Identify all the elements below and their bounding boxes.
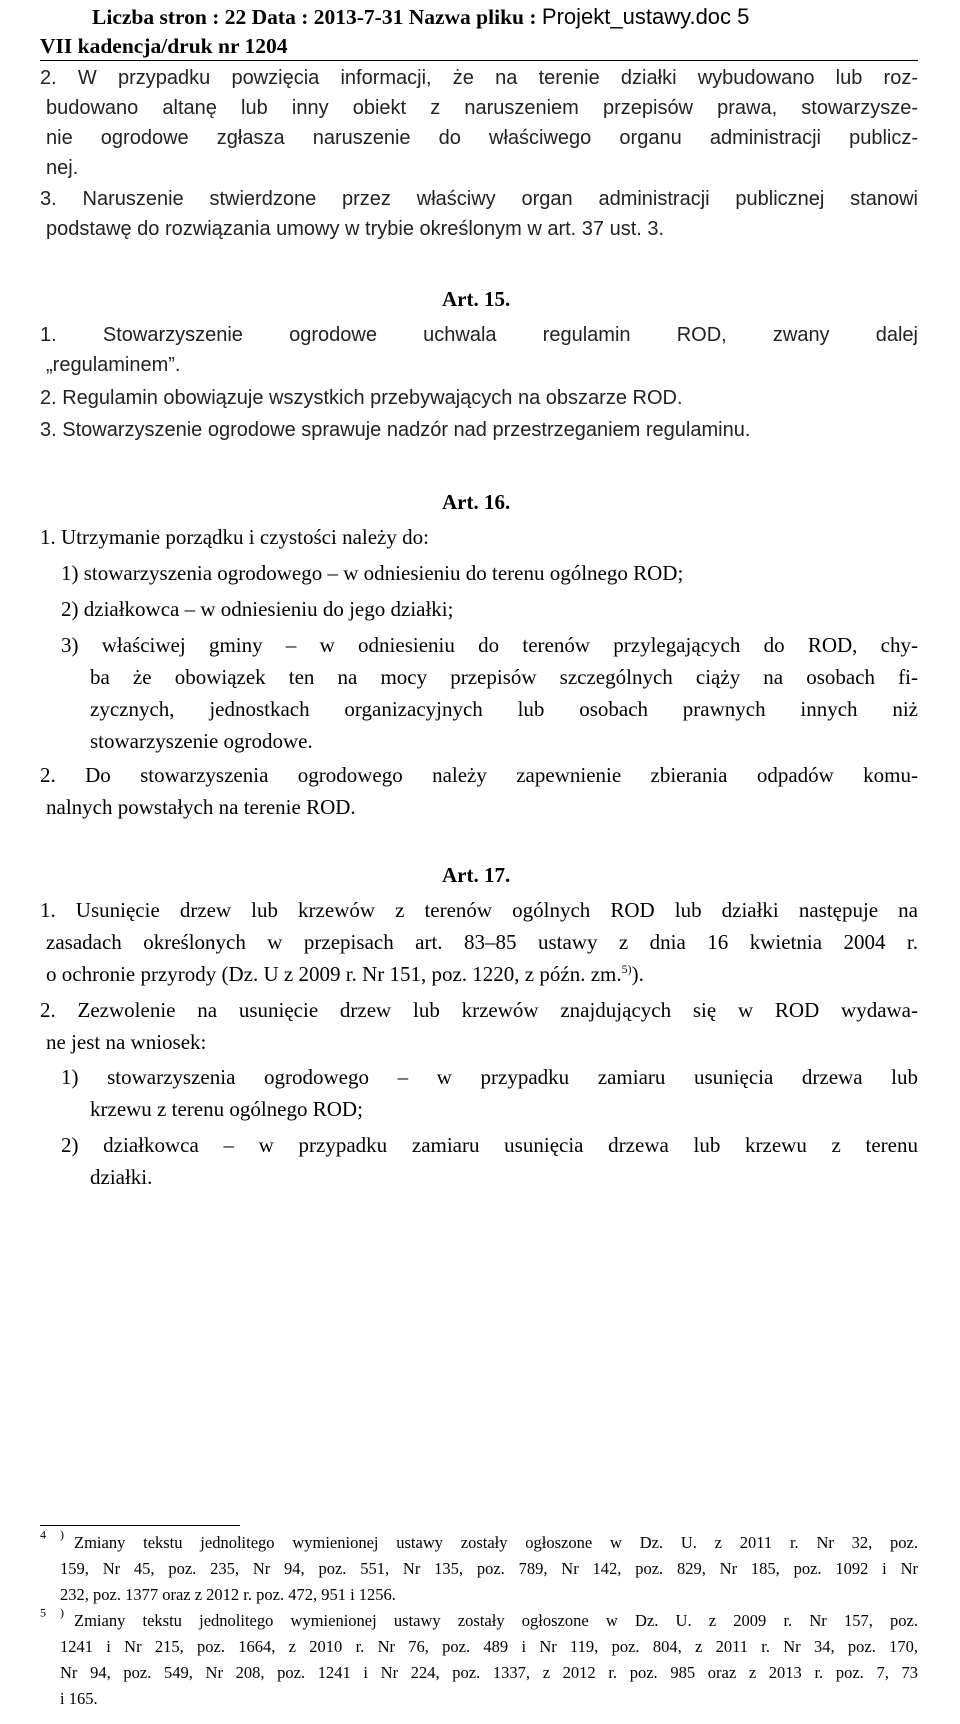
list-item-line: ba że obowiązek ten na mocy przepisów szczególnych ciąży na osobach fi-: [90, 665, 918, 689]
paragraph-line: 1. Usunięcie drzew lub krzewów z terenów ogólnych ROD lub działki następuje na: [40, 898, 918, 922]
document-metadata: [92, 4, 749, 30]
list-item-line: zycznych, jednostkach organizacyjnych lub osobach prawnych innych niż: [90, 697, 918, 721]
footnote-separator: [40, 1525, 240, 1526]
list-item-line: działki.: [90, 1165, 153, 1189]
list-item: 1) stowarzyszenia ogrodowego – w przypadku zamiaru usunięcia drzewa lub: [61, 1065, 918, 1089]
paragraph-line: budowano altanę lub inny obiekt z naruszeniem przepisów prawa, stowarzysze-: [46, 97, 918, 119]
footnote-number: 4: [40, 1527, 46, 1542]
article-heading: Art. 17.: [442, 863, 511, 887]
list-item: 2) działkowca – w odniesieniu do jego działki;: [61, 597, 454, 621]
footnote-reference: 5): [621, 962, 632, 976]
paragraph-line: podstawę do rozwiązania umowy w trybie określonym w art. 37 ust. 3.: [46, 218, 665, 240]
footnote-line: 232, poz. 1377 oraz z 2012 r. poz. 472, 951 i 1256.: [60, 1585, 396, 1604]
list-item: 2) działkowca – w przypadku zamiaru usunięcia drzewa lub krzewu z terenu: [61, 1133, 918, 1157]
footnote-line: Zmiany tekstu jednolitego wymienionej ustawy zostały ogłoszone w Dz. U. z 2011 r. Nr 32, poz.: [74, 1533, 918, 1552]
article-heading: Art. 15.: [442, 287, 511, 311]
paragraph-line: 2. Regulamin obowiązuje wszystkich przebywających na obszarze ROD.: [40, 387, 683, 409]
list-item: 1) stowarzyszenia ogrodowego – w odniesieniu do terenu ogólnego ROD;: [61, 561, 684, 585]
paragraph-line: zasadach określonych w przepisach art. 83–85 ustawy z dnia 16 kwietnia 2004 r.: [46, 930, 918, 954]
list-item-line: stowarzyszenie ogrodowe.: [90, 729, 313, 753]
paragraph-line: 1. Utrzymanie porządku i czystości należy do:: [40, 525, 429, 549]
footnote-line: Zmiany tekstu jednolitego wymienionej ustawy zostały ogłoszone w Dz. U. z 2009 r. Nr 157, poz.: [74, 1611, 918, 1630]
footnote-mark: ): [60, 1527, 64, 1542]
footnote-number: 5: [40, 1605, 46, 1620]
list-item: 3) właściwej gminy – w odniesieniu do terenów przylegających do ROD, chy-: [61, 633, 918, 657]
document-date: Data : 2013-7-31: [251, 5, 404, 29]
paragraph-line: nej.: [46, 157, 79, 179]
file-name-value: Projekt_ustawy.doc 5: [541, 4, 750, 29]
list-item-line: krzewu z terenu ogólnego ROD;: [90, 1097, 363, 1121]
pages-count: Liczba stron : 22: [92, 5, 247, 29]
paragraph-line: 2. W przypadku powzięcia informacji, że na terenie działki wybudowano lub roz-: [40, 67, 918, 89]
paragraph-line: nie ogrodowe zgłasza naruszenie do właściwego organu administracji publicz-: [46, 127, 918, 149]
footnote-line: 159, Nr 45, poz. 235, Nr 94, poz. 551, Nr 135, poz. 789, Nr 142, poz. 829, Nr 185, poz. 1092 i Nr: [60, 1559, 918, 1578]
paragraph-line: 2. Zezwolenie na usunięcie drzew lub krzewów znajdujących się w ROD wydawa-: [40, 998, 918, 1022]
footnote-line: i 165.: [60, 1689, 98, 1708]
paragraph-line: nalnych powstałych na terenie ROD.: [46, 795, 356, 819]
article-heading: Art. 16.: [442, 490, 511, 514]
footnote-line: Nr 94, poz. 549, Nr 208, poz. 1241 i Nr 224, poz. 1337, z 2012 r. poz. 985 oraz z 2013 r. poz. 7, 73: [60, 1663, 918, 1682]
paragraph-line: 3. Naruszenie stwierdzone przez właściwy organ administracji publicznej stanowi: [40, 188, 918, 210]
paragraph-line: „regulaminem”.: [46, 354, 181, 376]
paragraph-line: 2. Do stowarzyszenia ogrodowego należy zapewnienie zbierania odpadów komu-: [40, 763, 918, 787]
header-rule: [40, 60, 918, 61]
footnote-line: 1241 i Nr 215, poz. 1664, z 2010 r. Nr 76, poz. 489 i Nr 119, poz. 804, z 2011 r. Nr 34, poz. 170,: [60, 1637, 918, 1656]
footnote-mark: ): [60, 1605, 64, 1620]
paragraph-line: o ochronie przyrody (Dz. U z 2009 r. Nr 151, poz. 1220, z późn. zm.$^{5)}$).: [46, 962, 644, 986]
paragraph-line: ne jest na wniosek:: [46, 1030, 207, 1054]
paragraph-line: 1. Stowarzyszenie ogrodowe uchwala regulamin ROD, zwany dalej: [40, 324, 918, 346]
print-number: VII kadencja/druk nr 1204: [40, 34, 288, 58]
paragraph-line: 3. Stowarzyszenie ogrodowe sprawuje nadzór nad przestrzeganiem regulaminu.: [40, 419, 751, 441]
file-name-label: Nazwa pliku :: [408, 5, 537, 29]
